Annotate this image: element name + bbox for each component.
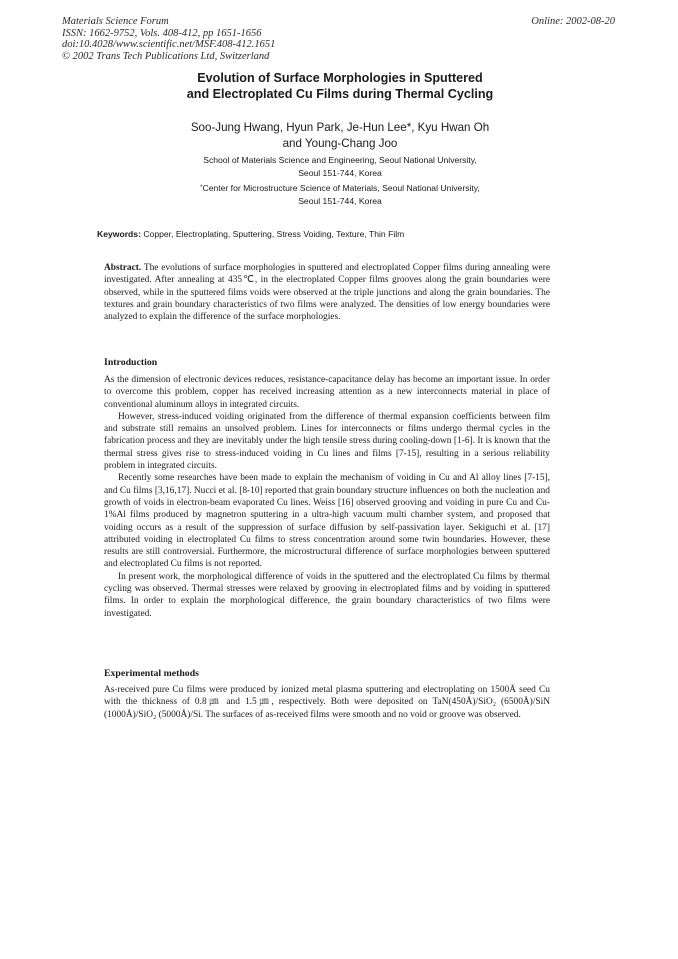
keywords	[97, 229, 577, 239]
introduction-heading: Introduction	[104, 357, 158, 368]
affiliation-mark: *	[200, 185, 203, 191]
affiliation-2-line-2: Seoul 151-744, Korea	[298, 195, 382, 206]
methods-heading: Experimental methods	[104, 668, 199, 679]
journal-header	[62, 16, 275, 62]
title-line-1: Evolution of Surface Morphologies in Sputtered	[197, 71, 483, 85]
abstract-label: Abstract.	[104, 263, 142, 273]
journal-name: Materials Science Forum	[62, 16, 169, 27]
affiliation-2	[130, 182, 550, 207]
title-line-2: and Electroplated Cu Films during Thermal Cycling	[186, 87, 494, 101]
abstract	[104, 262, 550, 323]
intro-paragraph-3: Recently some researches have been made to explain the mechanism of voiding in Cu and Al alloy lines [7-15], and Cu films [3,16,17]. Nucci et al. [8-10] reported that grain boundary structure influences on both the nucleation and growth of voids in electron-beam evaporated Cu lines. Weiss [16] observed grooving and voiding in pure Cu and Cu-1%Al films produced by magnetron sputtering in a ultra-high vacuum multi chamber system, and proposed that voiding occurs as a result of the suppression of surface diffusion by self-passivation layer. Sekiguchi et al. [17] attributed voiding in electroplated Cu films to stress concentration around some twin boundaries. However, these results are still controversial. Furthermore, the microstructural difference of surface morphologies between sputtered and electroplated Cu films is not reported.	[104, 473, 550, 570]
affiliation-2-text: Center for Microstructure Science of Materials, Seoul National University,	[202, 183, 480, 193]
affiliation-1	[130, 154, 550, 179]
methods-paragraph-1: As-received pure Cu films were produced by ionized metal plasma sputtering and electroplating on 1500Å seed Cu with the thickness of 0.8㎛ and 1.5㎛, respectively. Both were deposited on TaN(450Å)/SiO₂ (6500Å)/SiN (1000Å)/SiO₂ (5000Å)/Si. The surfaces of as-received films were smooth and no void or groove was observed.	[104, 685, 550, 720]
paper-title	[110, 70, 570, 102]
authors-line-2: and Young-Chang Joo	[282, 137, 398, 150]
keywords-label: Keywords:	[97, 229, 141, 239]
methods-body	[104, 684, 550, 721]
intro-paragraph-1: As the dimension of electronic devices reduces, resistance-capacitance delay has become an important issue. In order to overcome this problem, copper has received increasing attention as a new interconnects material in place of conventional aluminum alloys in integrated circuits.	[104, 375, 550, 410]
copyright-line: © 2002 Trans Tech Publications Ltd, Switzerland	[62, 50, 270, 62]
introduction-body	[104, 374, 550, 620]
affiliation-1-line-1: School of Materials Science and Engineering, Seoul National University,	[203, 155, 477, 165]
online-date: Online: 2002-08-20	[531, 16, 615, 27]
intro-paragraph-4: In present work, the morphological difference of voids in the sputtered and the electroplated Cu films by thermal cycling was observed. Thermal stresses were relaxed by grooving in electroplated films and by voiding in sputtered films. In order to explain the morphological difference, the grain boundary characteristics of two films were investigated.	[104, 571, 550, 619]
author-list	[110, 120, 570, 152]
authors-line-1: Soo-Jung Hwang, Hyun Park, Je-Hun Lee*, Kyu Hwan Oh	[190, 121, 490, 134]
doi-line: doi:10.4028/www.scientific.net/MSF.408-412.1651	[62, 39, 276, 51]
keywords-text: Copper, Electroplating, Sputtering, Stress Voiding, Texture, Thin Film	[143, 229, 405, 239]
affiliation-1-line-2: Seoul 151-744, Korea	[298, 167, 382, 178]
intro-paragraph-2: However, stress-induced voiding originated from the difference of thermal expansion coefficients between film and substrate still remains an unsolved problem. Lines for interconnects or films undergo thermal cycles in the fabrication process and they are inevitably under the high tensile stress during cooling-down [1-6]. It is known that the thermal stress gives rise to stress-induced voiding in Cu lines and films [7-15], resulting in a serious reliability problem in integrated circuits.	[104, 411, 550, 472]
affiliation-2-line-1	[130, 182, 550, 195]
issn-line: ISSN: 1662-9752, Vols. 408-412, pp 1651-1656	[62, 27, 262, 39]
abstract-text: The evolutions of surface morphologies in sputtered and electroplated Copper films during annealing were investigated. After annealing at 435℃, in the electroplated Copper films grooves along the grain boundaries were observed, while in the sputtered films voids were observed at the triple junctions and along the grain boundaries. The textures and grain boundary characteristics of two films were analyzed. The densities of low energy boundaries were analyzed to explain the difference of the surface morphologies.	[104, 263, 550, 323]
